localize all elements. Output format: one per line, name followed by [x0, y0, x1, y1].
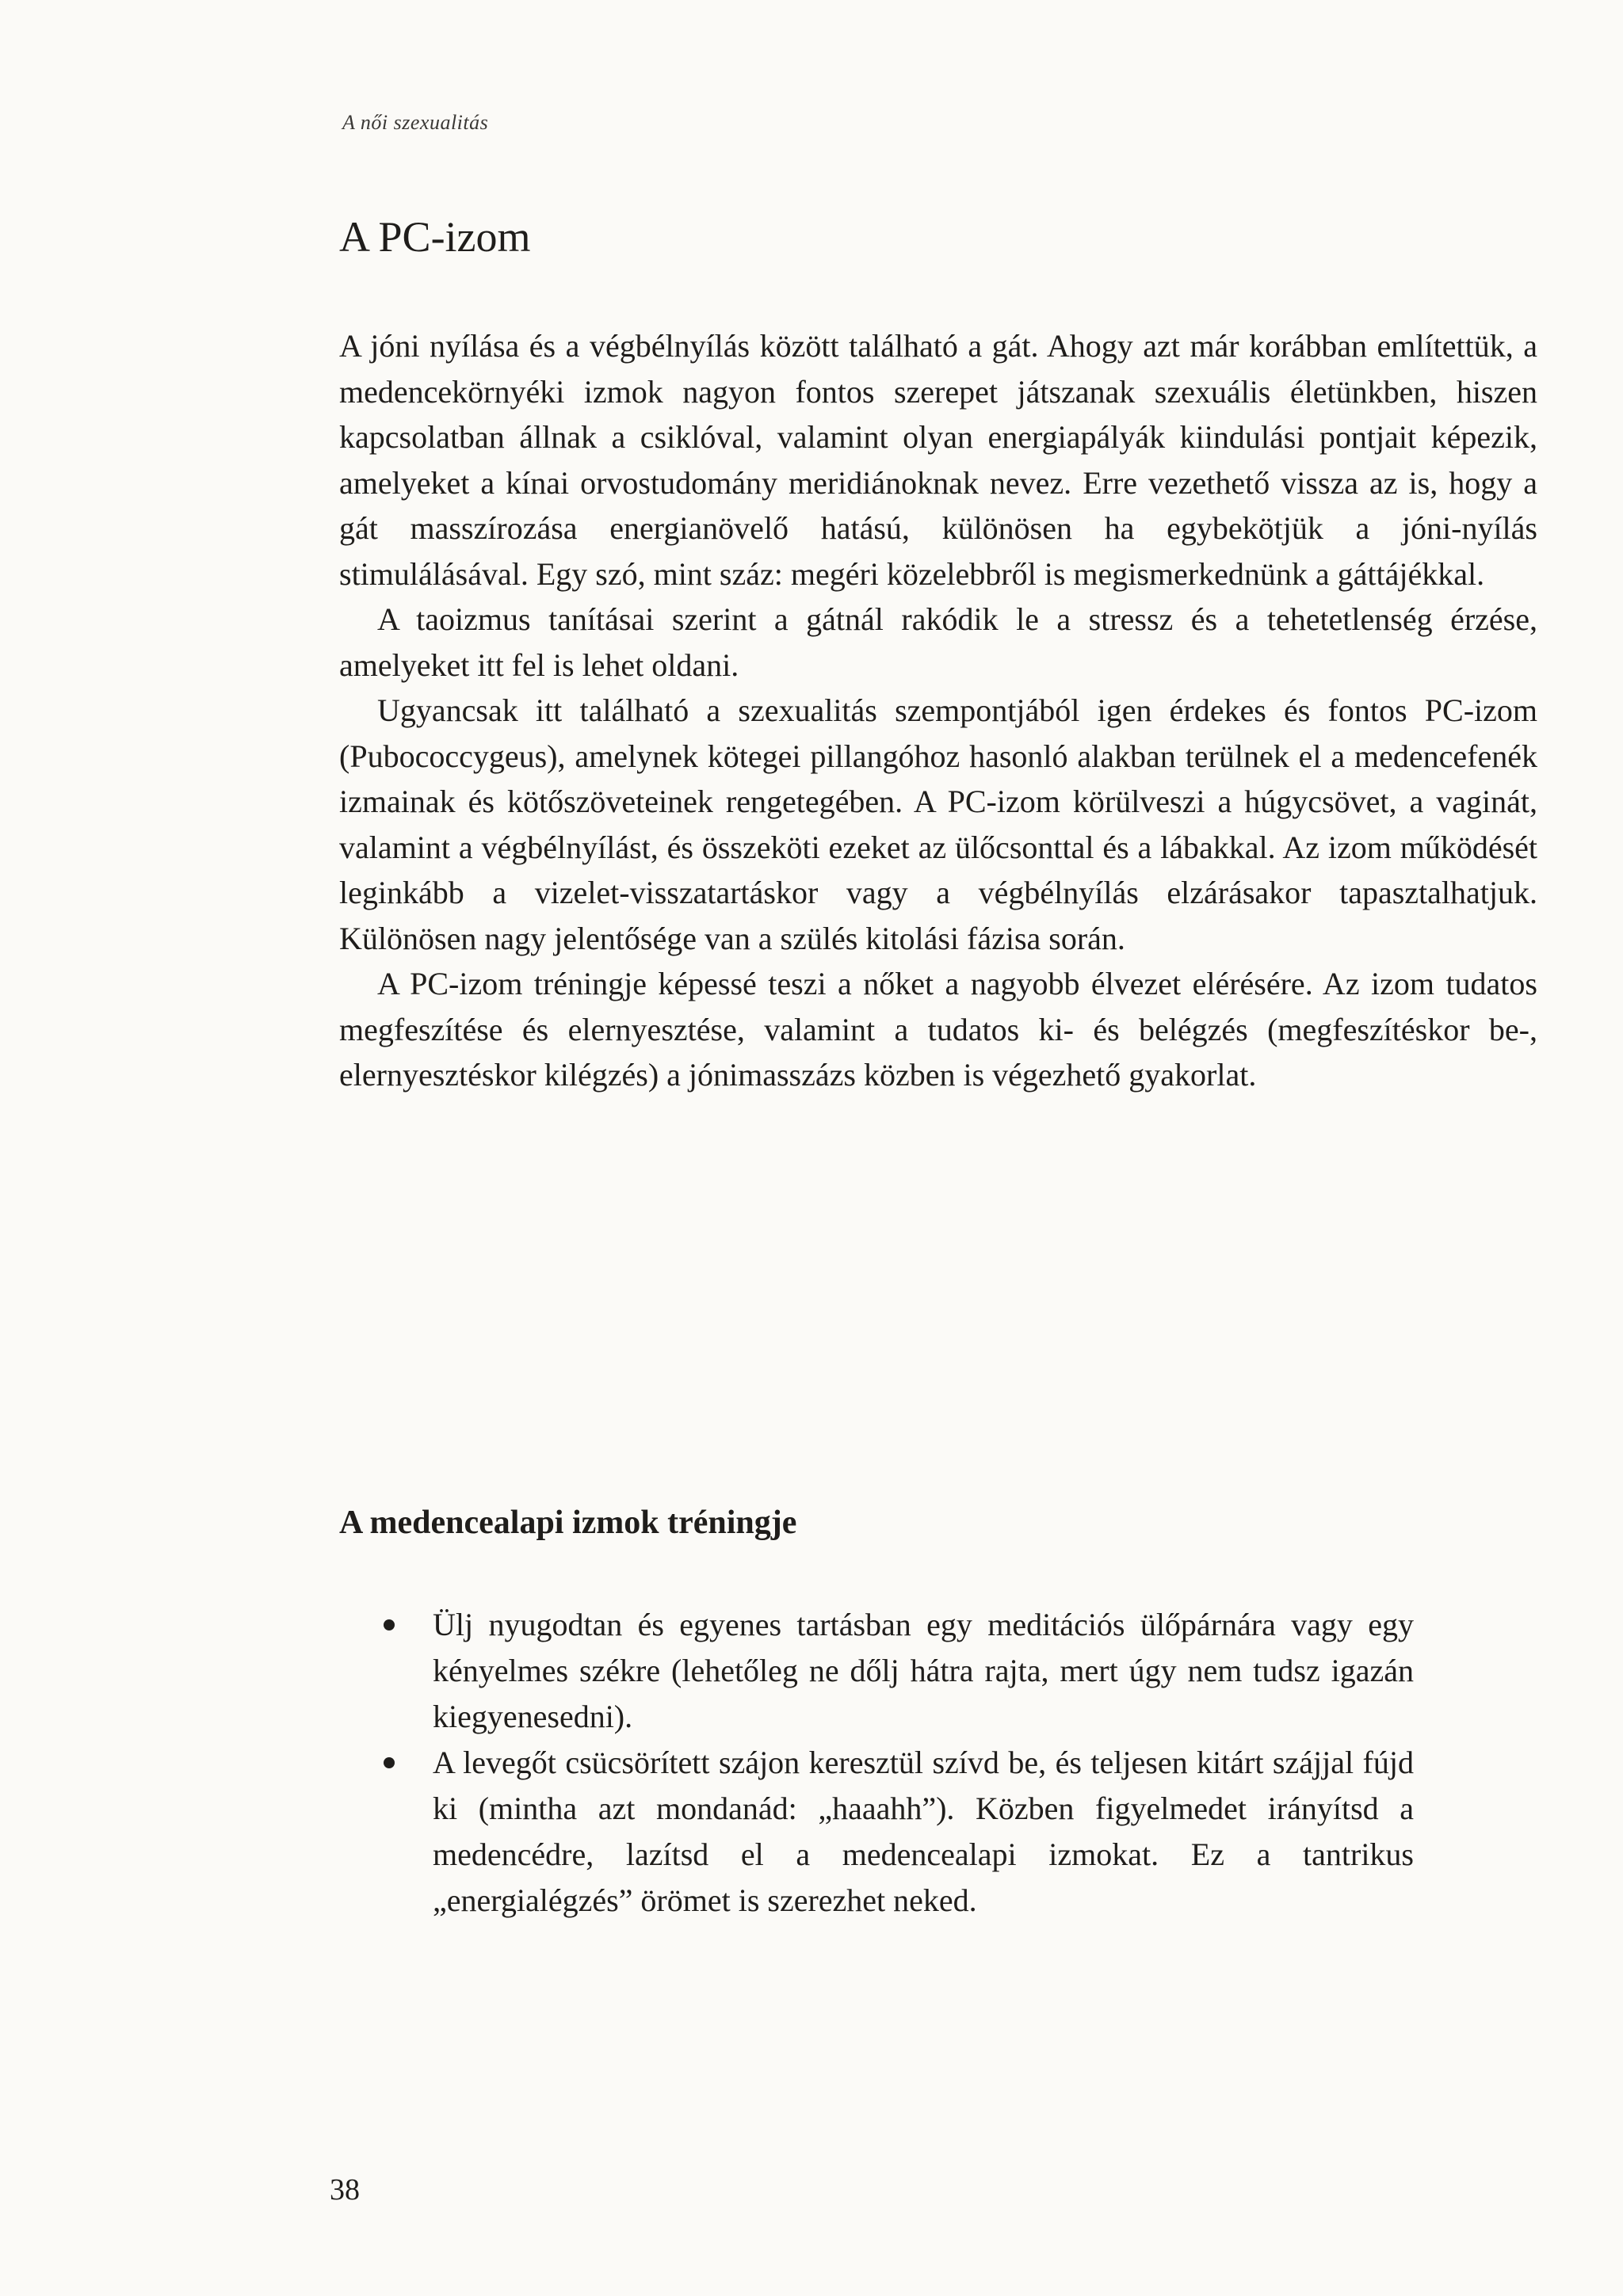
section-title: A medencealapi izmok tréningje	[339, 1505, 797, 1541]
list-item	[384, 1602, 1414, 1740]
list-item-text: A levegőt csücsörített szájon keresztül szívd be, és teljesen kitárt szájjal fújd ki (mintha azt mondanád: „haaahh”). Közben figyelmedet irányítsd a medencédre, lazítsd el a medencealapi izmokat. Ez a tantrikus „energialégzés” örömet is szerezhet neked.	[433, 1745, 1414, 1918]
chapter-title: A PC-izom	[339, 213, 531, 261]
bullet-icon	[384, 1757, 395, 1768]
paragraph: A taoizmus tanításai szerint a gátnál rakódik le a stressz és a tehetetlenség érzése, amelyeket itt fel is lehet oldani.	[339, 601, 1537, 683]
running-header: A női szexualitás	[342, 111, 489, 134]
paragraph: Ugyancsak itt található a szexualitás szempontjából igen érdekes és fontos PC-izom (Pubococcygeus), amelynek kötegei pillangóhoz hasonló alakban terülnek el a medencefenék izmainak és kötőszöveteinek rengetegében. A PC-izom körülveszi a húgycsövet, a vaginát, valamint a végbélnyílást, és összeköti ezeket az ülőcsonttal és a lábakkal. Az izom működését leginkább a vizelet-visszatartáskor vagy a végbélnyílás elzárásakor tapasztalhatjuk. Különösen nagy jelentősége van a szülés kitolási fázisa során.	[339, 692, 1537, 956]
list-item	[384, 1740, 1414, 1924]
exercise-list	[384, 1602, 1414, 1924]
bullet-icon	[384, 1619, 395, 1630]
paragraph: A PC-izom tréningje képessé teszi a nőket a nagyobb élvezet elérésére. Az izom tudatos megfeszítése és elernyesztése, valamint a tudatos ki- és belégzés (megfeszítéskor be-, elernyesztéskor kilégzés) a jónimasszázs közben is végezhető gyakorlat.	[339, 966, 1537, 1093]
list-item-text: Ülj nyugodtan és egyenes tartásban egy meditációs ülőpárnára vagy egy kényelmes székre (lehetőleg ne dőlj hátra rajta, mert úgy nem tudsz igazán kiegyenesedni).	[433, 1607, 1414, 1734]
paragraph: A jóni nyílása és a végbélnyílás között található a gát. Ahogy azt már korábban említettük, a medencekörnyéki izmok nagyon fontos szerepet játszanak szexuális életünkben, hiszen kapcsolatban állnak a csiklóval, valamint olyan energiapályák kiindulási pontjait képezik, amelyeket a kínai orvostudomány meridiánoknak nevez. Erre vezethető vissza az is, hogy a gát masszírozása energianövelő hatású, különösen ha egybekötjük a jóni-nyílás stimulálásával. Egy szó, mint száz: megéri közelebbről is megismerkednünk a gáttájékkal.	[339, 328, 1537, 592]
page-number: 38	[330, 2173, 360, 2206]
body-text	[339, 323, 1537, 1098]
